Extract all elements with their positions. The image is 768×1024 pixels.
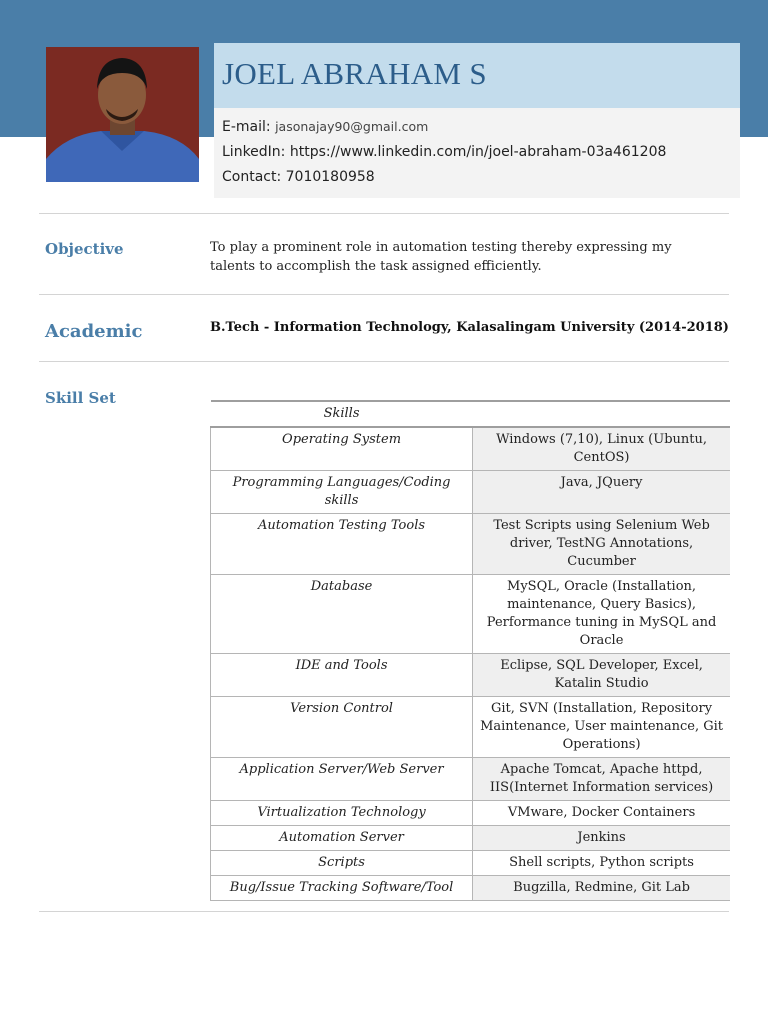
skill-value: Bugzilla, Redmine, Git Lab bbox=[473, 876, 730, 901]
table-row bbox=[211, 851, 731, 876]
contact-label: Contact: bbox=[222, 169, 282, 185]
table-row bbox=[211, 514, 731, 575]
academic-heading: Academic bbox=[45, 321, 143, 342]
skill-category: Automation Server bbox=[211, 826, 473, 851]
candidate-name: JOEL ABRAHAM S bbox=[222, 56, 487, 91]
skill-category: Virtualization Technology bbox=[211, 801, 473, 826]
linkedin-label: LinkedIn: bbox=[222, 144, 286, 160]
divider bbox=[39, 361, 729, 362]
skill-value: Eclipse, SQL Developer, Excel, Katalin Studio bbox=[473, 654, 730, 697]
table-row bbox=[211, 471, 731, 514]
skill-category: Scripts bbox=[211, 851, 473, 876]
email-value[interactable]: jasonajay90@gmail.com bbox=[275, 119, 429, 134]
skills-header-blank bbox=[473, 401, 730, 427]
skills-header-row bbox=[211, 401, 731, 427]
skill-category: Bug/Issue Tracking Software/Tool bbox=[211, 876, 473, 901]
table-row bbox=[211, 697, 731, 758]
table-row bbox=[211, 801, 731, 826]
table-row bbox=[211, 826, 731, 851]
profile-photo bbox=[46, 47, 199, 182]
skillset-heading: Skill Set bbox=[45, 389, 116, 407]
skill-value: Test Scripts using Selenium Web driver, TestNG Annotations, Cucumber bbox=[473, 514, 730, 575]
table-row bbox=[211, 758, 731, 801]
skill-value: Shell scripts, Python scripts bbox=[473, 851, 730, 876]
table-row bbox=[211, 427, 731, 471]
skill-category: Programming Languages/Coding skills bbox=[211, 471, 473, 514]
objective-heading: Objective bbox=[45, 240, 124, 258]
divider bbox=[39, 911, 729, 912]
table-row bbox=[211, 575, 731, 654]
skill-category: Automation Testing Tools bbox=[211, 514, 473, 575]
skills-header-label: Skills bbox=[323, 406, 360, 421]
skill-category: IDE and Tools bbox=[211, 654, 473, 697]
divider bbox=[39, 294, 729, 295]
skill-value: VMware, Docker Containers bbox=[473, 801, 730, 826]
contact-number: 7010180958 bbox=[285, 169, 375, 185]
skill-category: Operating System bbox=[211, 427, 473, 471]
skills-header-cell bbox=[211, 401, 473, 427]
academic-text: B.Tech - Information Technology, Kalasalingam University (2014-2018) bbox=[210, 320, 729, 335]
skill-value: Jenkins bbox=[473, 826, 730, 851]
table-row bbox=[211, 876, 731, 901]
skill-category: Application Server/Web Server bbox=[211, 758, 473, 801]
objective-text: To play a prominent role in automation testing thereby expressing my talents to accomplish the task assigned efficiently. bbox=[210, 240, 672, 274]
divider bbox=[39, 213, 729, 214]
email-line bbox=[222, 119, 428, 135]
email-label: E-mail: bbox=[222, 119, 271, 135]
linkedin-url[interactable]: https://www.linkedin.com/in/joel-abraham-03a461208 bbox=[289, 144, 667, 160]
skills-body bbox=[211, 427, 731, 901]
skill-value: Apache Tomcat, Apache httpd, IIS(Internet Information services) bbox=[473, 758, 730, 801]
skill-category: Version Control bbox=[211, 697, 473, 758]
skills-table bbox=[210, 400, 730, 901]
skill-category: Database bbox=[211, 575, 473, 654]
skill-value: Windows (7,10), Linux (Ubuntu, CentOS) bbox=[473, 427, 730, 471]
skill-value: Java, JQuery bbox=[473, 471, 730, 514]
table-row bbox=[211, 654, 731, 697]
skill-value: MySQL, Oracle (Installation, maintenance, Query Basics), Performance tuning in MySQL and Oracle bbox=[473, 575, 730, 654]
contact-line bbox=[222, 169, 375, 185]
linkedin-line bbox=[222, 144, 666, 160]
skill-value: Git, SVN (Installation, Repository Maintenance, User maintenance, Git Operations) bbox=[473, 697, 730, 758]
